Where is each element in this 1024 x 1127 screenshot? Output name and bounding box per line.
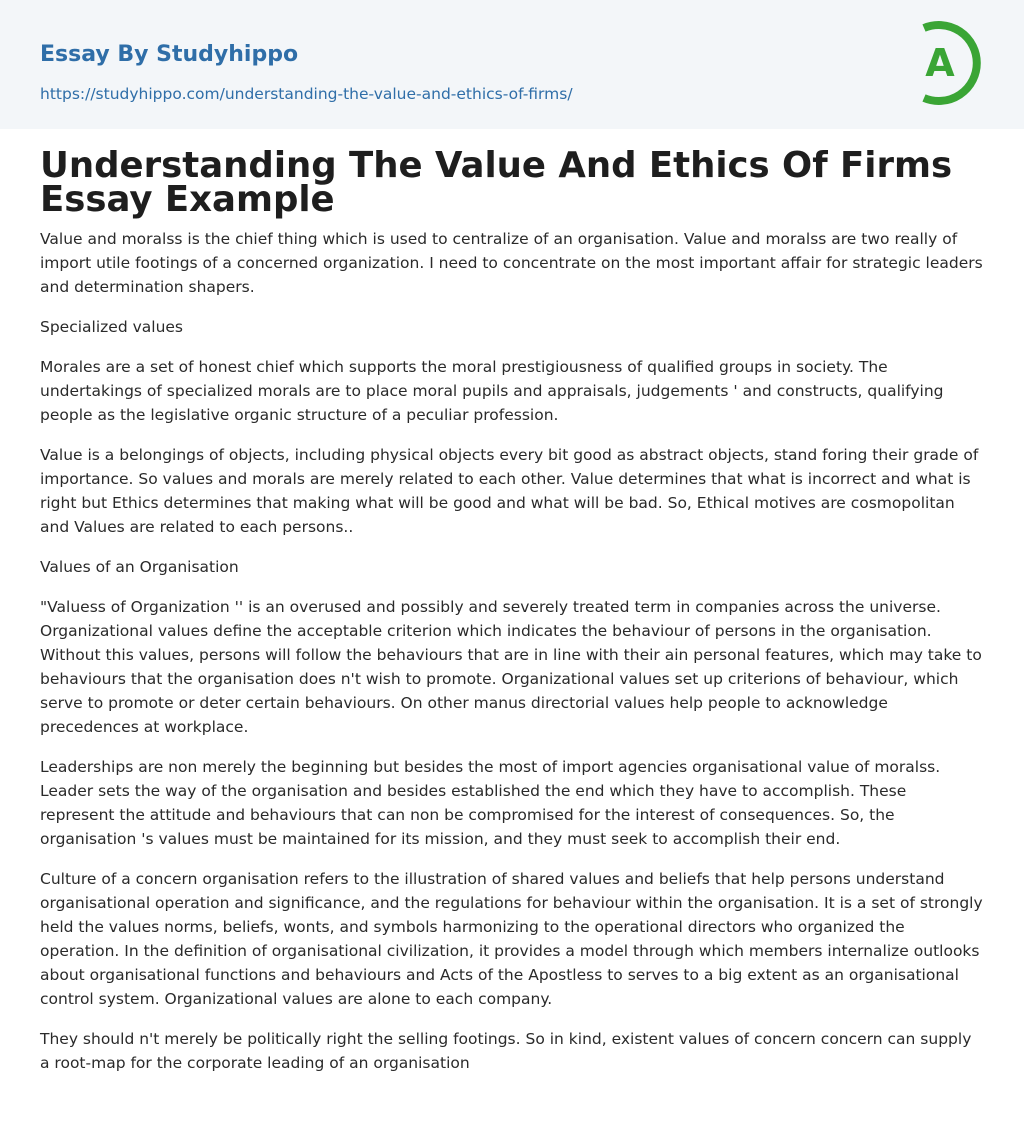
source-url-link[interactable]: https://studyhippo.com/understanding-the-value-and-ethics-of-firms/ (40, 85, 573, 103)
paragraph-intro: Value and moralss is the chief thing which is used to centralize of an organisation. Value and moralss are two really of import utile footings of a concerned organization. I need to concentrate on the most important affair for strategic leaders and determination shapers. (40, 230, 983, 296)
paragraph: Value is a belongings of objects, including physical objects every bit good as abstract objects, stand foring their grade of importance. So values and morals are merely related to each other. Value determines that what is incorrect and what is right but Ethics determines that making what will be good and what will be bad. So, Ethical motives are cosmopolitan and Values are related to each persons.. (40, 446, 979, 536)
logo-letter: A (925, 41, 955, 85)
subheading-values-of-organisation: Values of an Organisation (40, 558, 239, 576)
article (0, 129, 1024, 1075)
site-header (0, 0, 1024, 129)
paragraph: "Valuess of Organization '' is an overused and possibly and severely treated term in companies across the universe. Organizational values define the acceptable criterion which indicates the behaviour of persons in the organisation. Without this values, persons will follow the behaviours that are in line with their ain personal features, which may take to behaviours that the organisation does n't wish to promote. Organizational values set up criterions of behaviour, which serve to promote or deter certain behaviours. On other manus directorial values help people to acknowledge precedences at workplace. (40, 598, 982, 736)
brand-title: Essay By Studyhippo (40, 42, 299, 67)
page-title: Understanding The Value And Ethics Of Firms Essay Example (40, 145, 953, 220)
subheading-specialized-values: Specialized values (40, 318, 184, 336)
paragraph-conclusion: They should n't merely be politically right the selling footings. So in kind, existent values of concern concern can supply a root-map for the corporate leading of an organisation (40, 1030, 972, 1072)
article-body (40, 227, 984, 1075)
paragraph: Culture of a concern organisation refers to the illustration of shared values and beliefs that help persons understand organisational operation and significance, and the regulations for behaviour within the organisation. It is a set of strongly held the values norms, beliefs, wonts, and symbols harmonizing to the operational directors who organized the operation. In the definition of organisational civilization, it provides a model through which members internalize outlooks about organisational functions and behaviours and Acts of the Apostless to serves to a big extent as an organisational control system. Organizational values are alone to each company. (40, 870, 983, 1008)
paragraph: Morales are a set of honest chief which supports the moral prestigiousness of qualified groups in society. The undertakings of specialized morals are to place moral pupils and appraisals, judgements ' and constructs, qualifying people as the legislative organic structure of a peculiar profession. (40, 358, 944, 424)
studyhippo-logo-icon (912, 20, 988, 106)
paragraph: Leaderships are non merely the beginning but besides the most of import agencies organisational value of moralss. Leader sets the way of the organisation and besides established the end which they have to accomplish. These represent the attitude and behaviours that can non be compromised for the interest of consequences. So, the organisation 's values must be maintained for its mission, and they must seek to accomplish their end. (40, 758, 941, 848)
